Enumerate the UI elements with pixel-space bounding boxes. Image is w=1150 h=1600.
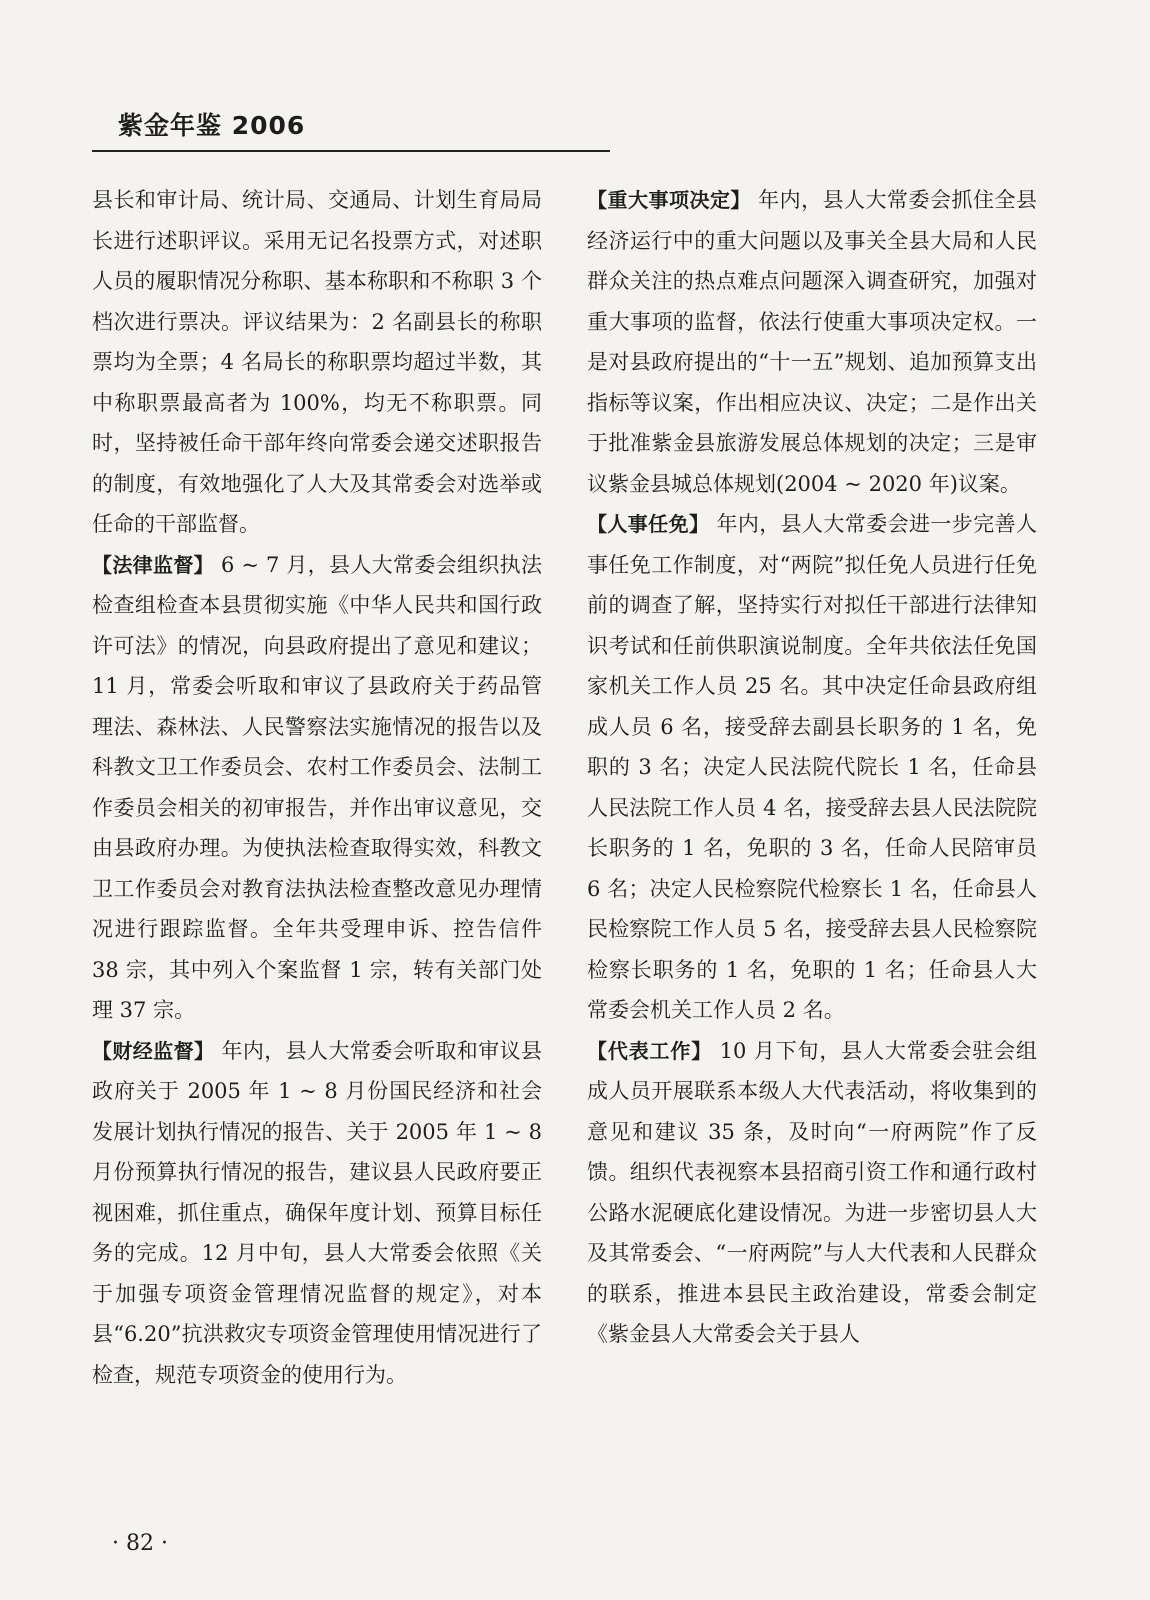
paragraph-text: 年内，县人大常委会抓住全县经济运行中的重大问题以及事关全县大局和人民群众关注的热点难点问题深入调查研究，加强对重大事项的监督，依法行使重大事项决定权。一是对县政府提出的“十一五”规划、追加预算支出指标等议案，作出相应决议、决定；二是作出关于批准紫金县旅游发展总体规划的决定；三是审议紫金县城总体规划(2004 ~ 2020 年)议案。 (587, 188, 1037, 496)
paragraph (587, 180, 1037, 504)
paragraph (587, 1031, 1037, 1355)
right-column (587, 180, 1037, 1355)
left-column (92, 180, 542, 1395)
page-header-title: 紫金年鉴 2006 (118, 111, 306, 140)
paragraph (92, 180, 542, 545)
page-number: · 82 · (112, 1531, 168, 1556)
paragraph (92, 545, 542, 1031)
section-title: 【财经监督】 (92, 1038, 215, 1063)
paragraph-text: 年内，县人大常委会进一步完善人事任免工作制度，对“两院”拟任免人员进行任免前的调查了解，坚持实行对拟任干部进行法律知识考试和任前供职演说制度。全年共依法任免国家机关工作人员 25 名。其中决定任命县政府组成人员 6 名，接受辞去副县长职务的 1 名，免职的 3 名；决定人民法院代院长 1 名，任命县人民法院工作人员 4 名，接受辞去县人民法院院长职务的 1 名，免职的 3 名，任命人民陪审员 6 名；决定人民检察院代检察长 1 名，任命县人民检察院工作人员 5 名，接受辞去县人民检察院检察长职务的 1 名，免职的 1 名；任命县人大常委会机关工作人员 2 名。 (587, 512, 1037, 1022)
paragraph-text: 10 月下旬，县人大常委会驻会组成人员开展联系本级人大代表活动，将收集到的意见和建议 35 条，及时向“一府两院”作了反馈。组织代表视察本县招商引资工作和通行政村公路水泥硬底化建设情况。为进一步密切县人大及其常委会、“一府两院”与人大代表和人民群众的联系，推进本县民主政治建设，常委会制定《紫金县人大常委会关于县人 (587, 1038, 1037, 1346)
paragraph (587, 504, 1037, 1031)
section-title: 【重大事项决定】 (587, 188, 751, 212)
section-title: 【人事任免】 (587, 512, 710, 536)
section-title: 【代表工作】 (587, 1038, 713, 1063)
paragraph (92, 1031, 542, 1396)
header-rule (92, 150, 610, 152)
paragraph-text: 县长和审计局、统计局、交通局、计划生育局局长进行述职评议。采用无记名投票方式，对述职人员的履职情况分称职、基本称职和不称职 3 个档次进行票决。评议结果为：2 名副县长的称职票均为全票；4 名局长的称职票均超过半数，其中称职票最高者为 100%，均无不称职票。同时，坚持被任命干部年终向常委会递交述职报告的制度，有效地强化了人大及其常委会对选举或任命的干部监督。 (92, 188, 542, 536)
section-title: 【法律监督】 (92, 552, 214, 577)
paragraph-text: 6 ~ 7 月，县人大常委会组织执法检查组检查本县贯彻实施《中华人民共和国行政许可法》的情况，向县政府提出了意见和建议；11 月，常委会听取和审议了县政府关于药品管理法、森林法、人民警察法实施情况的报告以及科教文卫工作委员会、农村工作委员会、法制工作委员会相关的初审报告，并作出审议意见，交由县政府办理。为使执法检查取得实效，科教文卫工作委员会对教育法执法检查整改意见办理情况进行跟踪监督。全年共受理申诉、控告信件 38 宗，其中列入个案监督 1 宗，转有关部门处理 37 宗。 (92, 552, 542, 1022)
paragraph-text: 年内，县人大常委会听取和审议县政府关于 2005 年 1 ~ 8 月份国民经济和社会发展计划执行情况的报告、关于 2005 年 1 ~ 8 月份预算执行情况的报告，建议县人民政府要正视困难，抓住重点，确保年度计划、预算目标任务的完成。12 月中旬，县人大常委会依照《关于加强专项资金管理情况监督的规定》，对本县“6.20”抗洪救灾专项资金管理使用情况进行了检查，规范专项资金的使用行为。 (92, 1038, 542, 1387)
